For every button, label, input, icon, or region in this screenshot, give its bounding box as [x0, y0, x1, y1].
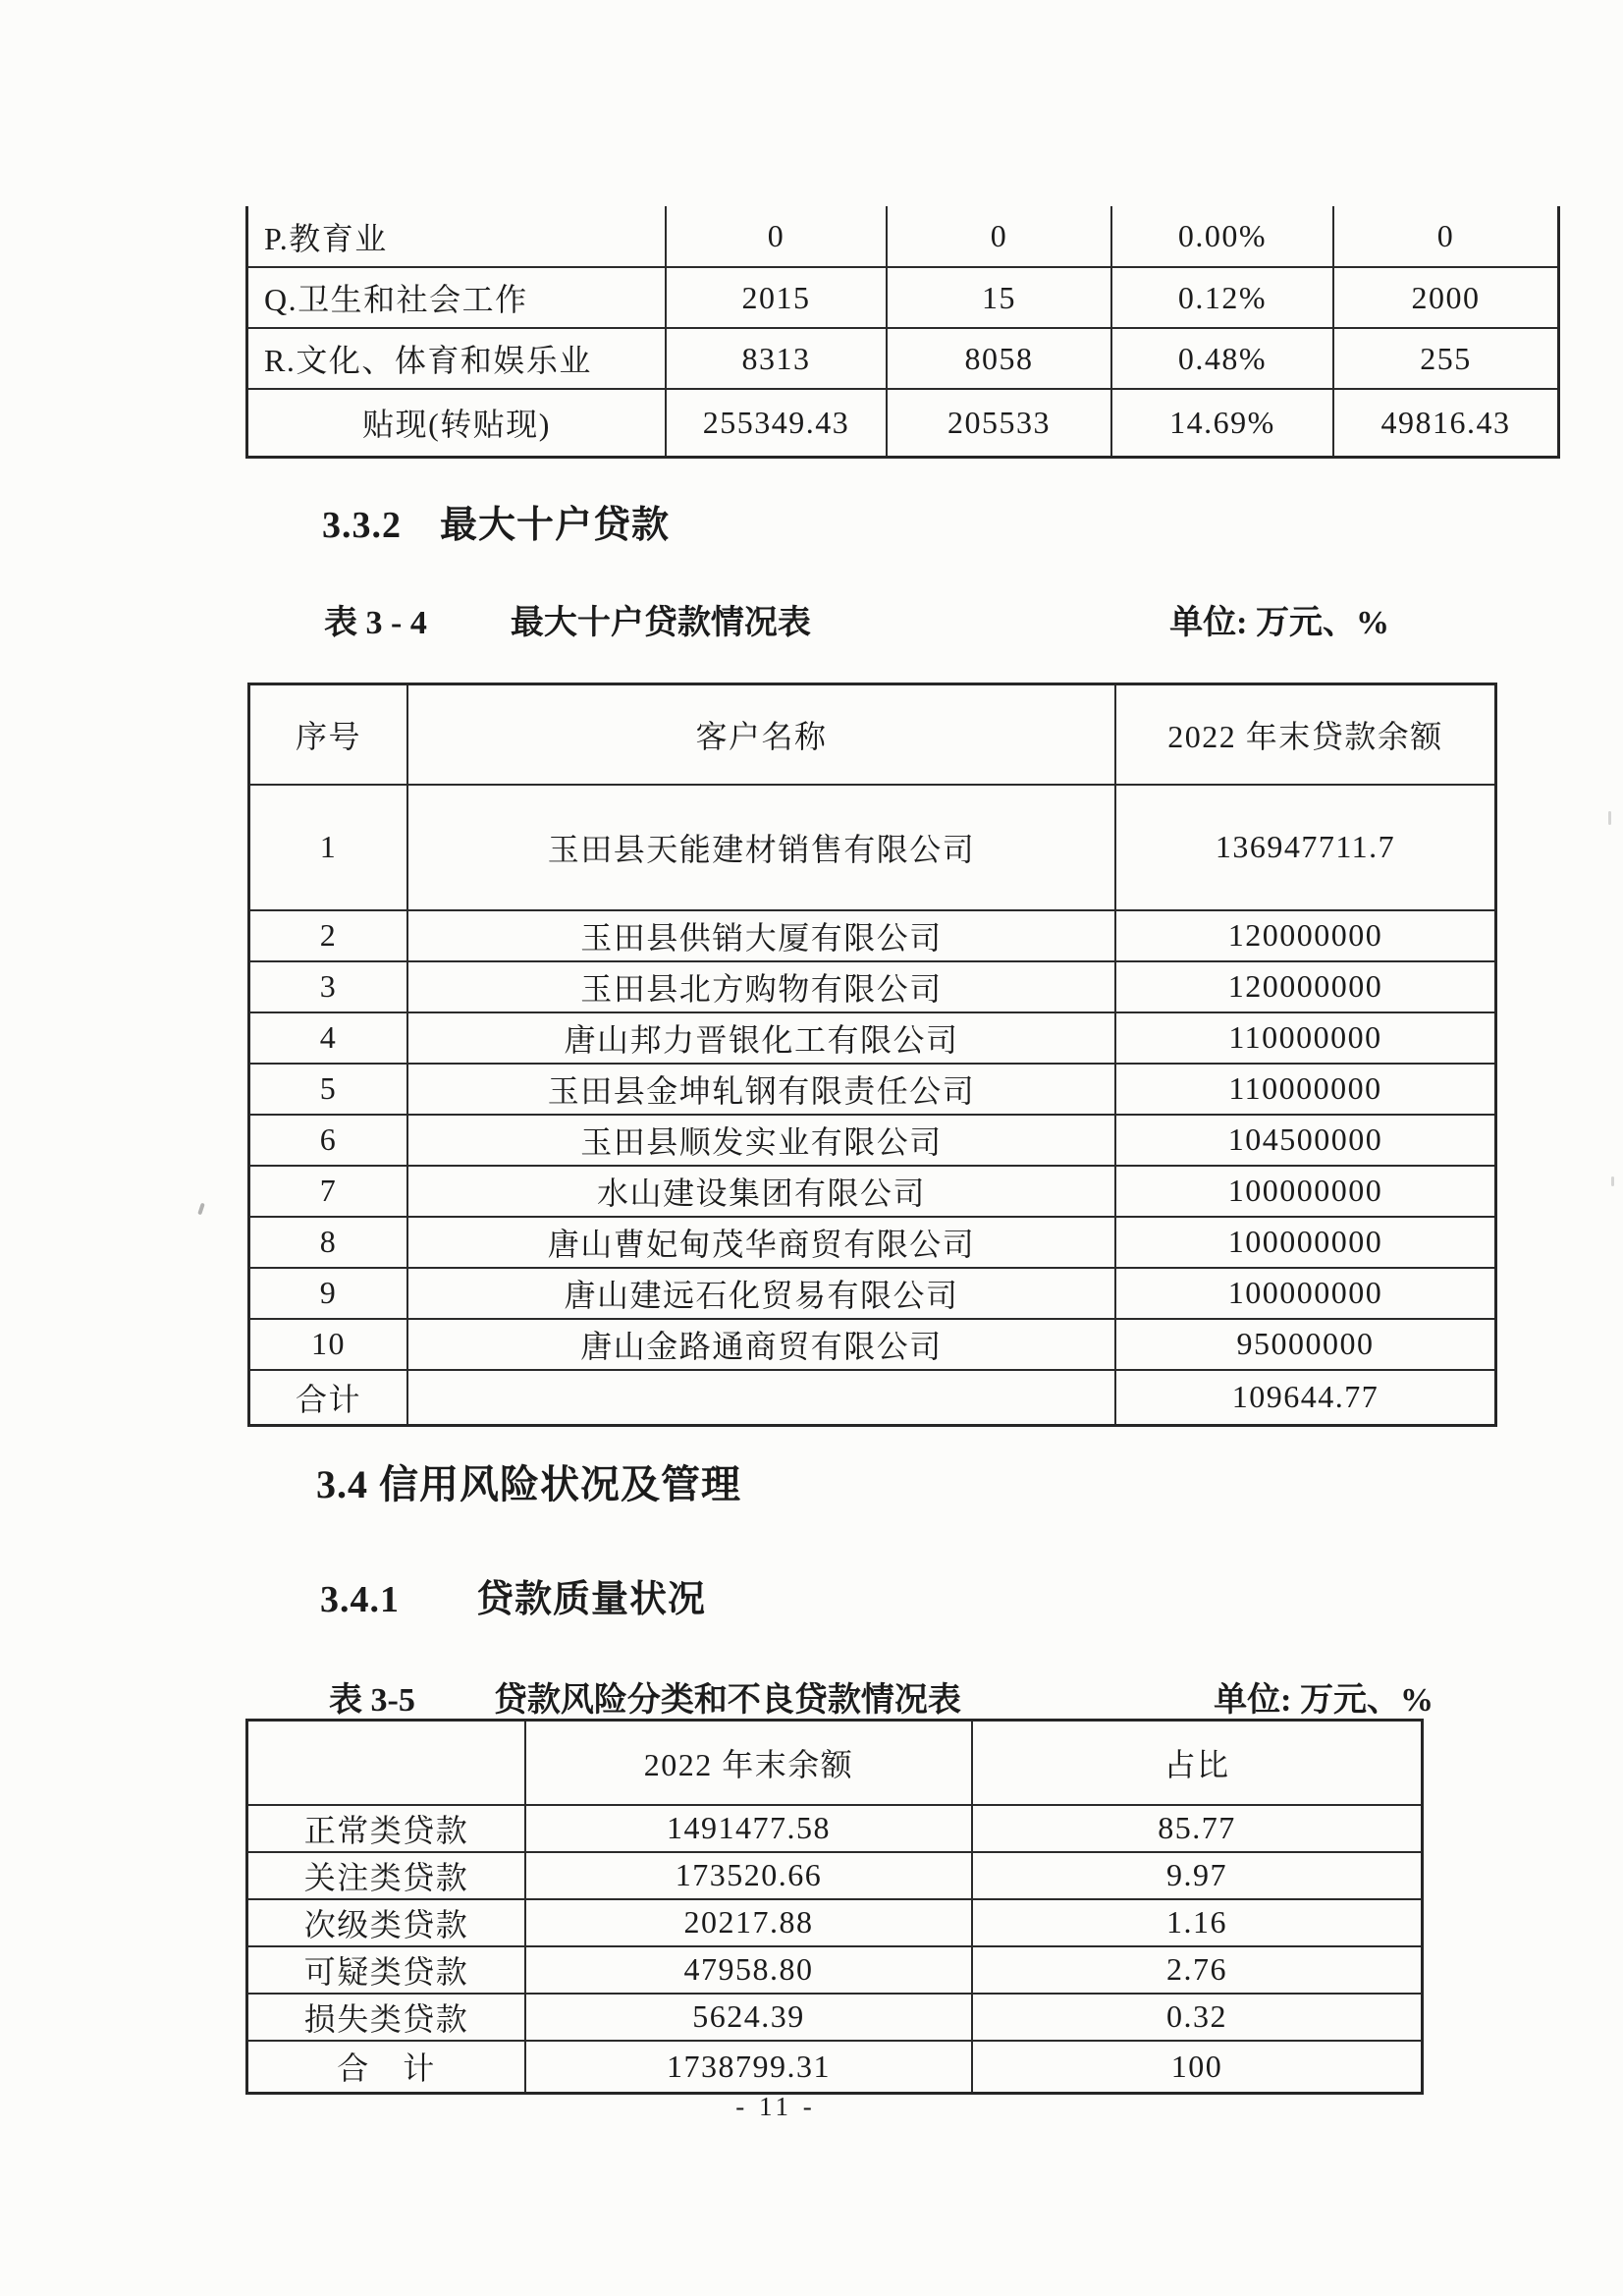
- table-cell: 唐山曹妃甸茂华商贸有限公司: [407, 1217, 1115, 1268]
- table-cell: 4: [249, 1012, 408, 1064]
- section-heading-3-3-2: 3.3.2 最大十户贷款: [322, 505, 671, 546]
- table-cell: 2000: [1333, 267, 1559, 328]
- table-cell: 15: [887, 267, 1111, 328]
- table-cell: 5624.39: [525, 1994, 972, 2041]
- table-row: [247, 267, 1559, 328]
- table-cell: 85.77: [972, 1805, 1423, 1852]
- table-cell: P.教育业: [247, 206, 667, 267]
- table-row: [249, 910, 1496, 961]
- table-3-4-caption: [324, 595, 1389, 643]
- section-heading-3-4-1: 3.4.1 贷款质量状况: [320, 1579, 707, 1620]
- table-row: [249, 1115, 1496, 1166]
- table-cell: 20217.88: [525, 1899, 972, 1946]
- scan-artifact: [1611, 1176, 1614, 1186]
- table-3-5-caption-label: 表 3-5: [329, 1682, 415, 1719]
- table-cell: 0.12%: [1111, 267, 1333, 328]
- table-cell: 0.48%: [1111, 328, 1333, 389]
- table-row: [249, 961, 1496, 1012]
- table-row: [247, 1994, 1423, 2041]
- table-3-5-caption: [329, 1672, 1434, 1721]
- table-cell: 3: [249, 961, 408, 1012]
- table-cell: 8313: [666, 328, 887, 389]
- table-cell: R.文化、体育和娱乐业: [247, 328, 667, 389]
- table-row: [249, 1268, 1496, 1319]
- table-cell: 6: [249, 1115, 408, 1166]
- table-cell: 1491477.58: [525, 1805, 972, 1852]
- table-cell: 9.97: [972, 1852, 1423, 1899]
- table-row: [249, 1064, 1496, 1115]
- table-header-cell: 占比: [972, 1721, 1423, 1805]
- table-header-row: [247, 1721, 1423, 1805]
- table-cell: 47958.80: [525, 1946, 972, 1994]
- table-cell: 0: [887, 206, 1111, 267]
- table-cell: 7: [249, 1166, 408, 1217]
- top-ten-loans-table: [247, 683, 1497, 1427]
- scan-artifact: [1608, 811, 1611, 825]
- table-header-cell: 2022 年末余额: [525, 1721, 972, 1805]
- table-cell: 关注类贷款: [247, 1852, 526, 1899]
- table-cell: 玉田县北方购物有限公司: [407, 961, 1115, 1012]
- table-cell: 255: [1333, 328, 1559, 389]
- table-cell: 8058: [887, 328, 1111, 389]
- table-cell: 8: [249, 1217, 408, 1268]
- table-cell: 唐山建远石化贸易有限公司: [407, 1268, 1115, 1319]
- table-cell: 255349.43: [666, 389, 887, 457]
- table-row: [247, 206, 1559, 267]
- table-cell: Q.卫生和社会工作: [247, 267, 667, 328]
- table-cell: 可疑类贷款: [247, 1946, 526, 1994]
- table-header-row: [249, 684, 1496, 785]
- table-cell: 合计: [249, 1370, 408, 1426]
- table-cell: 173520.66: [525, 1852, 972, 1899]
- table-cell: 120000000: [1115, 961, 1496, 1012]
- table-3-4-caption-title: 最大十户贷款情况表: [510, 605, 811, 641]
- table: [245, 206, 1560, 459]
- table-cell: 0: [1333, 206, 1559, 267]
- industry-loan-distribution-table: [245, 206, 1560, 459]
- table-row: [247, 328, 1559, 389]
- table-row: [247, 389, 1559, 457]
- table-cell: 136947711.7: [1115, 785, 1496, 910]
- table-row: [249, 785, 1496, 910]
- table-cell: [407, 1370, 1115, 1426]
- table-row: [247, 2041, 1423, 2094]
- table-cell: 110000000: [1115, 1012, 1496, 1064]
- page-number: - 11 -: [735, 2092, 816, 2121]
- table-row: [247, 1899, 1423, 1946]
- table-cell: 0.00%: [1111, 206, 1333, 267]
- table-cell: 5: [249, 1064, 408, 1115]
- table-row: [249, 1217, 1496, 1268]
- table-cell: 玉田县供销大厦有限公司: [407, 910, 1115, 961]
- table-3-4-caption-label: 表 3 - 4: [324, 605, 427, 641]
- table-row: [249, 1012, 1496, 1064]
- table-cell: 1: [249, 785, 408, 910]
- table-3-4-caption-unit: 单位: 万元、%: [1169, 605, 1389, 641]
- table-row: [247, 1852, 1423, 1899]
- table-cell: 贴现(转贴现): [247, 389, 667, 457]
- table-cell: 玉田县金坤轧钢有限责任公司: [407, 1064, 1115, 1115]
- table-header-cell: 客户名称: [407, 684, 1115, 785]
- table-cell: 合 计: [247, 2041, 526, 2094]
- table-cell: 110000000: [1115, 1064, 1496, 1115]
- table-cell: 唐山金路通商贸有限公司: [407, 1319, 1115, 1370]
- table-cell: 次级类贷款: [247, 1899, 526, 1946]
- table-cell: 49816.43: [1333, 389, 1559, 457]
- table-cell: 104500000: [1115, 1115, 1496, 1166]
- table-cell: 9: [249, 1268, 408, 1319]
- table-row: [247, 1805, 1423, 1852]
- table-cell: 120000000: [1115, 910, 1496, 961]
- table-cell: 14.69%: [1111, 389, 1333, 457]
- table-cell: 205533: [887, 389, 1111, 457]
- table-row: [249, 1319, 1496, 1370]
- table-cell: 100: [972, 2041, 1423, 2094]
- table-cell: 95000000: [1115, 1319, 1496, 1370]
- table-row: [249, 1166, 1496, 1217]
- table-3-5-caption-title: 贷款风险分类和不良贷款情况表: [493, 1682, 961, 1719]
- table-header-cell: 2022 年末贷款余额: [1115, 684, 1496, 785]
- table-row: [249, 1370, 1496, 1426]
- table-cell: 109644.77: [1115, 1370, 1496, 1426]
- table-cell: 玉田县顺发实业有限公司: [407, 1115, 1115, 1166]
- table-cell: 0.32: [972, 1994, 1423, 2041]
- table-row: [247, 1946, 1423, 1994]
- table-cell: 2.76: [972, 1946, 1423, 1994]
- table-cell: 100000000: [1115, 1217, 1496, 1268]
- table: [245, 1719, 1424, 2095]
- table: [247, 683, 1497, 1427]
- table-cell: 1738799.31: [525, 2041, 972, 2094]
- table-cell: 100000000: [1115, 1268, 1496, 1319]
- table-cell: 2: [249, 910, 408, 961]
- table-cell: 1.16: [972, 1899, 1423, 1946]
- table-cell: 2015: [666, 267, 887, 328]
- table-cell: 100000000: [1115, 1166, 1496, 1217]
- loan-risk-classification-table: [245, 1719, 1424, 2095]
- section-heading-3-4: 3.4 信用风险状况及管理: [316, 1462, 741, 1506]
- table-3-5-caption-unit: 单位: 万元、%: [1214, 1682, 1434, 1719]
- table-cell: 正常类贷款: [247, 1805, 526, 1852]
- scan-artifact: [197, 1203, 205, 1216]
- table-cell: 水山建设集团有限公司: [407, 1166, 1115, 1217]
- table-cell: 玉田县天能建材销售有限公司: [407, 785, 1115, 910]
- table-header-cell: 序号: [249, 684, 408, 785]
- table-cell: 唐山邦力晋银化工有限公司: [407, 1012, 1115, 1064]
- table-cell: 0: [666, 206, 887, 267]
- table-header-cell: [247, 1721, 526, 1805]
- table-cell: 损失类贷款: [247, 1994, 526, 2041]
- table-cell: 10: [249, 1319, 408, 1370]
